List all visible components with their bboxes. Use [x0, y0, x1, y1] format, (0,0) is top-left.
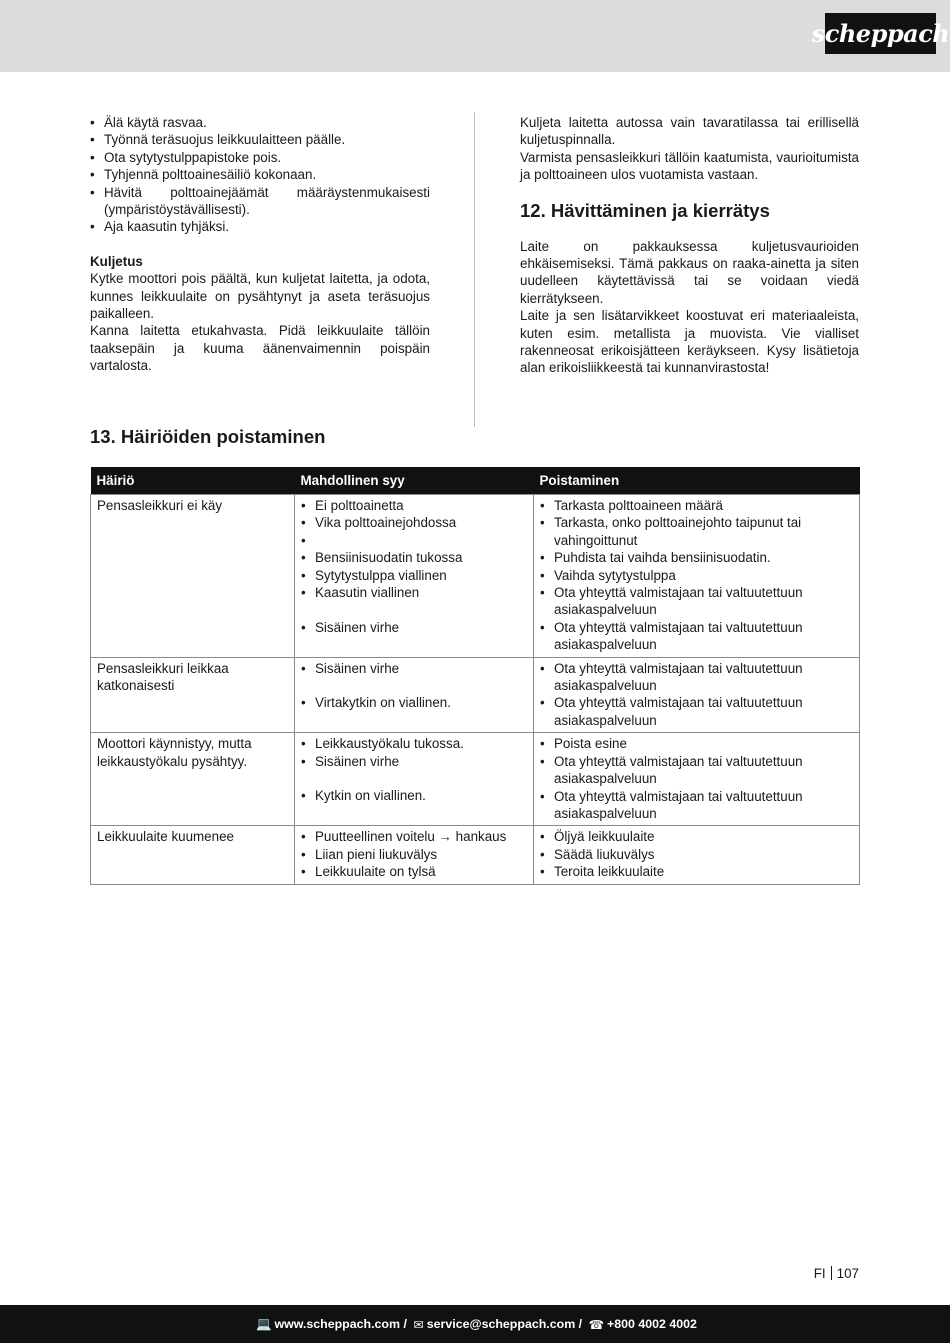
page-number — [814, 1266, 859, 1281]
list-item: • Sisäinen virhe — [301, 619, 527, 636]
fault-cell: Moottori käynnistyy, mutta leikkaustyökalu pysähtyy. — [91, 733, 295, 826]
column-header: Poistaminen — [534, 467, 860, 495]
remedy-cell — [534, 826, 860, 884]
disposal-paragraph: Laite on pakkauksessa kuljetusvaurioiden ehkäisemiseksi. Tämä pakkaus on raaka-ainetta ja siten uudelleen käytettävissä tai se voidaan viedä kierrätykseen. — [520, 238, 859, 306]
spacer — [301, 770, 527, 787]
laptop-icon: 💻 — [256, 1316, 272, 1331]
table-header-row — [91, 467, 860, 495]
page-number-value: 107 — [836, 1266, 859, 1281]
phone-icon: ☎ — [588, 1317, 605, 1332]
list-item: • Tarkasta, onko polttoainejohto taipunut tai vahingoittunut — [540, 514, 853, 549]
spacer — [301, 601, 527, 618]
fault-cell: Pensasleikkuri leikkaa katkonaisesti — [91, 657, 295, 733]
section-12-title: 12. Hävittäminen ja kierrätys — [520, 199, 770, 221]
list-item: • Puutteellinen voitelu → hankaus — [301, 828, 527, 845]
list-item: • Bensiinisuodatin tukossa — [301, 549, 527, 566]
list-item: • Virtakytkin on viallinen. — [301, 694, 527, 711]
list-item: • Säädä liukuvälys — [540, 846, 853, 863]
list-item: • Ota yhteyttä valmistajaan tai valtuutettuun asiakaspalveluun — [540, 753, 853, 788]
list-item: • Ei polttoainetta — [301, 497, 527, 514]
section-13-title: 13. Häiriöiden poistaminen — [90, 426, 326, 447]
transport-paragraph: Kanna laitetta etukahvasta. Pidä leikkuulaite tällöin taaksepäin ja kuuma äänenvaimennin poispäin vartalosta. — [90, 323, 430, 374]
remedy-cell — [534, 495, 860, 658]
footer — [0, 1305, 950, 1343]
remedy-cell — [534, 657, 860, 733]
list-item: • Työnnä teräsuojus leikkuulaitteen päälle. — [90, 131, 430, 148]
separator: / — [578, 1317, 583, 1331]
list-item: • Älä käytä rasvaa. — [90, 114, 430, 131]
list-item: • Sisäinen virhe — [301, 753, 527, 770]
separator: / — [403, 1317, 407, 1331]
list-item: • Sytytystulppa viallinen — [301, 567, 527, 584]
table-row — [91, 657, 860, 733]
list-item: • Teroita leikkuulaite — [540, 863, 853, 880]
list-item: • Tyhjennä polttoainesäiliö kokonaan. — [90, 166, 430, 183]
website-link[interactable]: www.scheppach.com — [274, 1317, 401, 1331]
list-item: • Liian pieni liukuvälys — [301, 846, 527, 863]
list-item: • Ota yhteyttä valmistajaan tai valtuutettuun asiakaspalveluun — [540, 694, 853, 729]
list-item: • Ota sytytystulppapistoke pois. — [90, 149, 430, 166]
transport-paragraph: Kytke moottori pois päältä, kun kuljetat laitetta, ja odota, kunnes leikkuulaite on pysähtynyt ja aseta teräsuojus paikalleen. — [90, 271, 430, 322]
fault-cell: Leikkuulaite kuumenee — [91, 826, 295, 884]
header-band — [0, 0, 950, 72]
cause-cell — [295, 495, 534, 658]
envelope-icon: ✉ — [413, 1317, 424, 1332]
list-item: • Ota yhteyttä valmistajaan tai valtuutettuun asiakaspalveluun — [540, 619, 853, 654]
cause-cell — [295, 657, 534, 733]
disposal-paragraph: Laite ja sen lisätarvikkeet koostuvat eri materiaaleista, kuten esim. metallista ja muovista. Vie vialliset rakenneosat erikoisjätteen keräykseen. Kysy lisätietoja alan erikoisliikkeestä tai kunnanvirastosta! — [520, 308, 859, 376]
transport-car-paragraph: Kuljeta laitetta autossa vain tavaratilassa tai erillisellä kuljetuspinnalla. — [520, 115, 859, 148]
maintenance-bullets — [90, 114, 430, 236]
right-column — [520, 114, 859, 377]
list-item — [301, 532, 527, 549]
list-item: • Hävitä polttoainejäämät määräystenmukaisesti (ympäristöystävällisesti). — [90, 184, 430, 219]
list-item: • Poista esine — [540, 735, 853, 752]
transport-heading: Kuljetus — [90, 253, 143, 269]
spacer — [301, 677, 527, 694]
table-row — [91, 826, 860, 884]
transport-secure-paragraph: Varmista pensasleikkuri tällöin kaatumista, vaurioitumista ja polttoaineen ulos vuotamista vastaan. — [520, 149, 859, 183]
left-column — [90, 114, 430, 375]
cause-cell — [295, 733, 534, 826]
list-item: • Ota yhteyttä valmistajaan tai valtuutettuun asiakaspalveluun — [540, 660, 853, 695]
phone-number[interactable]: +800 4002 4002 — [607, 1317, 697, 1331]
list-item: • Kaasutin viallinen — [301, 584, 527, 601]
list-item: • Vaihda sytytystulppa — [540, 567, 853, 584]
column-divider — [474, 112, 475, 427]
troubleshooting-table — [90, 467, 860, 885]
list-item: • Kytkin on viallinen. — [301, 787, 527, 804]
list-item: • Tarkasta polttoaineen määrä — [540, 497, 853, 514]
table-row — [91, 495, 860, 658]
remedy-cell — [534, 733, 860, 826]
list-item: • Vika polttoainejohdossa — [301, 514, 527, 531]
column-header: Häiriö — [91, 467, 295, 495]
list-item: • Aja kaasutin tyhjäksi. — [90, 218, 430, 235]
list-item: • Puhdista tai vaihda bensiinisuodatin. — [540, 549, 853, 566]
list-item: • Ota yhteyttä valmistajaan tai valtuutettuun asiakaspalveluun — [540, 584, 853, 619]
fault-cell: Pensasleikkuri ei käy — [91, 495, 295, 658]
table-row — [91, 733, 860, 826]
list-item: • Ota yhteyttä valmistajaan tai valtuutettuun asiakaspalveluun — [540, 788, 853, 823]
list-item: • Leikkaustyökalu tukossa. — [301, 735, 527, 752]
email-link[interactable]: service@scheppach.com — [426, 1317, 576, 1331]
scheppach-logo: scheppach — [825, 13, 936, 54]
list-item: • Sisäinen virhe — [301, 660, 527, 677]
divider — [831, 1266, 832, 1280]
list-item: • Leikkuulaite on tylsä — [301, 863, 527, 880]
column-header: Mahdollinen syy — [295, 467, 534, 495]
cause-cell — [295, 826, 534, 884]
language-code: FI — [813, 1266, 826, 1281]
list-item: • Öljyä leikkuulaite — [540, 828, 853, 845]
